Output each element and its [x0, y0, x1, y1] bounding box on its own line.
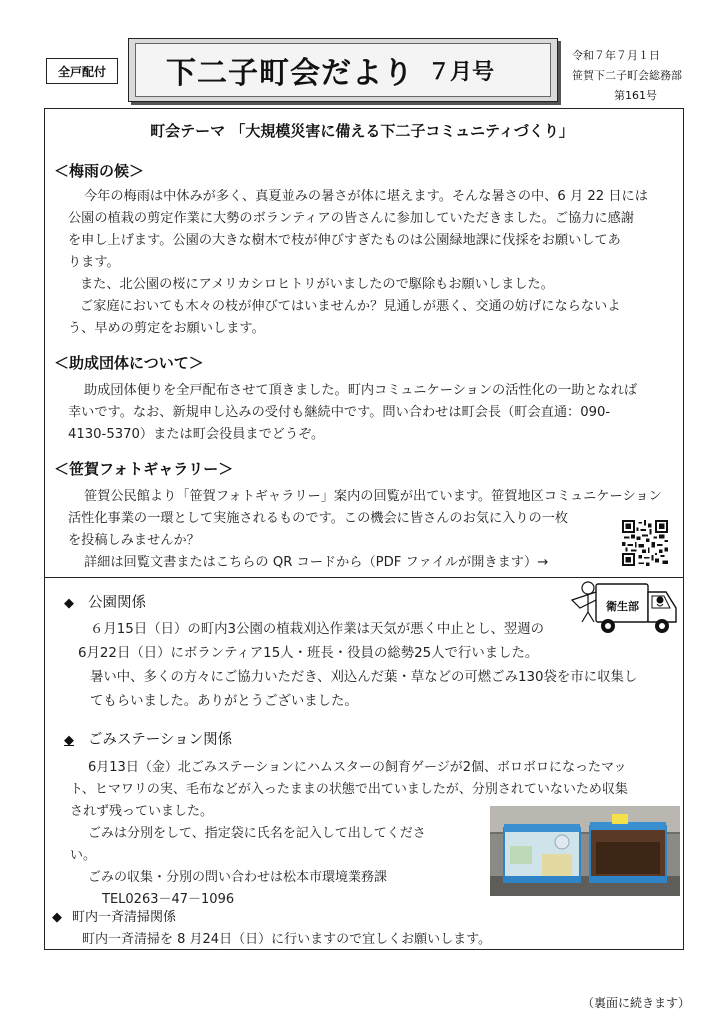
text-line: を投稿しみませんか？ — [68, 533, 200, 548]
text-line: い。 — [70, 848, 97, 863]
text-line: TEL0263－47－1096 — [102, 892, 235, 907]
garbage-heading-label: ごみステーション関係 — [88, 732, 233, 748]
park-body-part3 — [90, 666, 637, 714]
section-title-photo-gallery: ＜笹賀フォトギャラリー＞ — [54, 460, 234, 478]
section-title-grant-groups: ＜助成団体について＞ — [54, 354, 204, 372]
park-heading-label: 公園関係 — [88, 595, 146, 611]
text-line: ごみの収集・分別の問い合わせは松本市環境業務課 — [88, 870, 388, 885]
park-body-part2 — [78, 642, 538, 666]
issue-label: ７月号 — [428, 59, 495, 85]
distribution-tag: 全戸配付 — [46, 58, 118, 84]
newsletter-title-box — [128, 38, 558, 102]
text-line: 6月22日（日）にボランティア15人・班長・役員の総勢25人で行いました。 — [78, 646, 539, 661]
sanitation-truck-icon — [568, 578, 680, 640]
text-line: ごみは分別をして、指定袋に氏名を記入して出してくださ — [88, 826, 426, 841]
diamond-bullet-icon: ◆ — [64, 596, 74, 611]
town-theme: 町会テーマ 「大規模災害に備える下二子コミュニティづくり」 — [150, 122, 574, 140]
text-line: 助成団体便りを全戸配布させて頂きました。町内コミュニケーションの活性化の一助となれば — [84, 383, 638, 398]
park-body-part1 — [90, 618, 544, 642]
text-line: 活性化事業の一環として実施されるものです。この機会に皆さんのお気に入りの一枚 — [68, 511, 569, 526]
text-line: 暑い中、多くの方々にご協力いただき、刈込んだ葉・草などの可燃ごみ130袋を市に収集し — [90, 670, 638, 685]
diamond-bullet-icon: ◆ — [52, 910, 62, 925]
cleanup-heading-label: 町内一斉清掃関係 — [72, 910, 177, 925]
text-line: 公園の植栽の剪定作業に大勢のボランティアの皆さんに参加していただきました。ご協力に感謝 — [68, 211, 635, 226]
section-body-grant-groups — [68, 380, 678, 446]
newsletter-title: 下二子町会だより — [166, 56, 414, 91]
text-line: 幸いです。なお、新規申し込みの受付も継続中です。問い合わせは町会長（町会直通：090- — [68, 405, 611, 420]
hamster-cages-photo — [490, 806, 680, 896]
text-line: う、早めの剪定をお願いします。 — [68, 321, 265, 336]
section-body-rainy-season — [68, 186, 678, 340]
text-line: また、北公園の桜にアメリカシロヒトリがいましたので駆除もお願いしました。 — [80, 277, 554, 292]
text-line: ご家庭においても木々の枝が伸びてはいませんか？見通しが悪く、交通の妨げにならないよ — [80, 299, 621, 314]
cleanup-body — [82, 928, 491, 952]
park-heading — [64, 591, 146, 612]
continued-note: （裏面に続きます） — [582, 996, 691, 1010]
publisher: 笹賀下二子町会総務部 — [572, 69, 682, 82]
qr-code[interactable] — [622, 520, 668, 566]
garbage-heading — [64, 728, 232, 749]
text-line: ６月15日（日）の町内3公園の植栽刈込作業は天気が悪く中止とし、翌週の — [90, 622, 545, 637]
text-line: を申し上げます。公園の大きな樹木で枝が伸びすぎたものは公園緑地課に伐採をお願いしてあ — [68, 233, 621, 248]
publication-meta — [572, 46, 682, 106]
cleanup-heading — [52, 906, 176, 925]
text-line: されず残っていました。 — [70, 804, 214, 819]
publication-date: 令和７年７月１日 — [572, 49, 660, 62]
issue-number: 第161号 — [614, 89, 657, 102]
text-line: 今年の梅雨は中休みが多く、真夏並みの暑さが体に堪えます。そんな暑さの中、6 月 22 日には — [84, 189, 648, 204]
diamond-bullet-icon: ◆ — [64, 733, 74, 748]
section-body-photo-gallery — [68, 486, 678, 574]
text-line: てもらいました。ありがとうございました。 — [90, 694, 358, 709]
text-line: 笹賀公民館より「笹賀フォトギャラリー」案内の回覧が出ています。笹賀地区コミュニケーション — [84, 489, 662, 504]
text-line: 詳細は回覧文書またはこちらの QR コードから（PDF ファイルが開きます）→ — [84, 555, 549, 570]
text-line: ります。 — [68, 255, 120, 270]
text-line: ト、ヒマワリの実、毛布などが入ったままの状態で出ていましたが、分別されていないため収集 — [70, 782, 628, 797]
truck-label: 衛生部 — [606, 600, 639, 613]
text-line: 町内一斉清掃を 8 月24日（日）に行いますので宜しくお願いします。 — [82, 932, 492, 947]
section-title-rainy-season: ＜梅雨の候＞ — [54, 162, 145, 180]
text-line: 4130-5370）または町会役員までどうぞ。 — [68, 427, 325, 442]
text-line: 6月13日（金）北ごみステーションにハムスターの飼育ゲージが2個、ボロボロになったマッ — [88, 760, 627, 775]
